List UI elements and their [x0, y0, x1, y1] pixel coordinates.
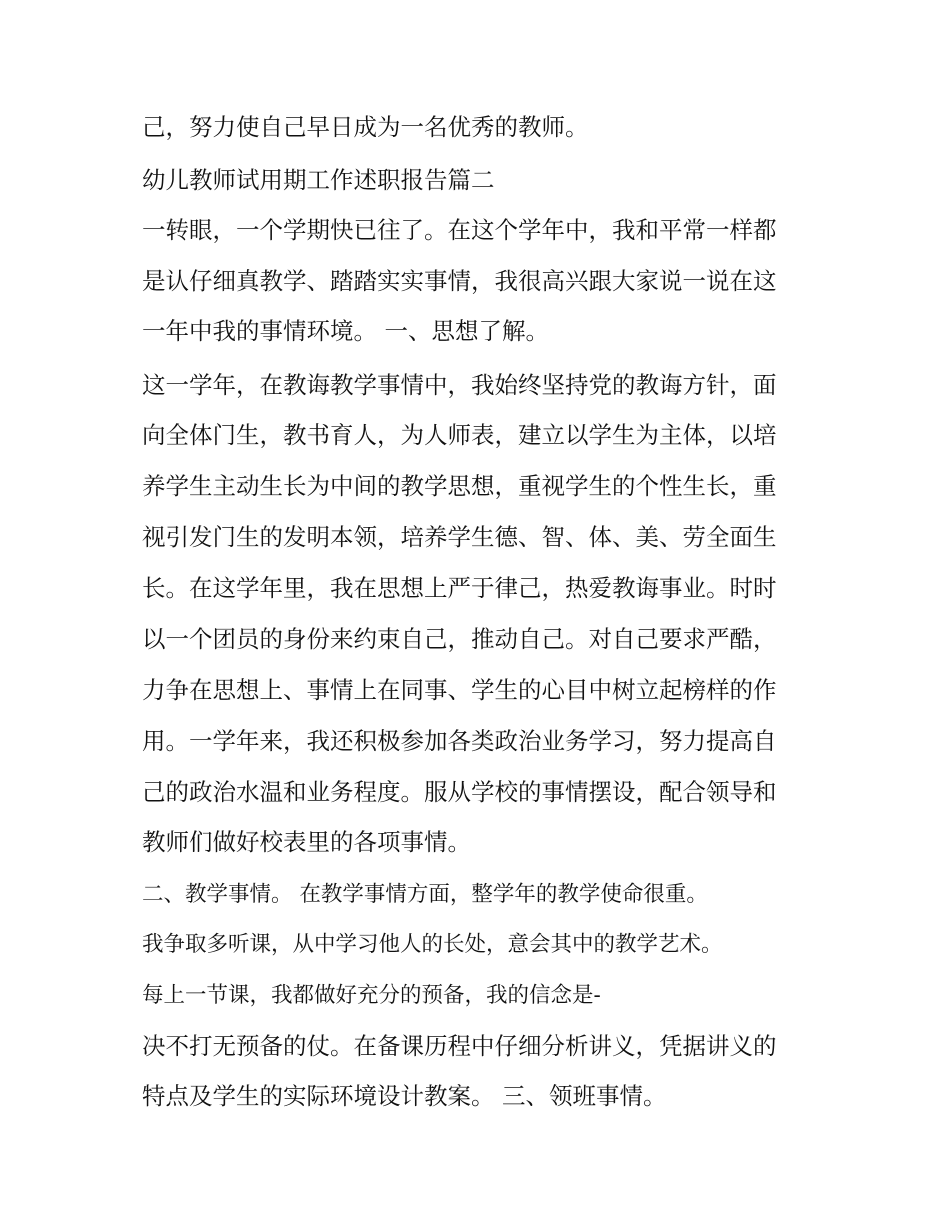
text-line: 一转眼，一个学期快已往了。在这个学年中，我和平常一样都	[142, 216, 777, 244]
section-heading: 幼儿教师试用期工作述职报告篇二	[142, 166, 495, 194]
text-line: 一年中我的事情环境。 一、思想了解。	[142, 317, 549, 345]
text-line: 以一个团员的身份来约束自己，推动自己。对自己要求严酷，	[142, 625, 777, 653]
text-line: 是认仔细真教学、踏踏实实事情，我很高兴跟大家说一说在这	[142, 267, 777, 295]
text-line: 这一学年，在教诲教学事情中，我始终坚持党的教诲方针，面	[142, 371, 777, 399]
text-line: 己，努力使自己早日成为一名优秀的教师。	[142, 113, 589, 141]
text-line: 我争取多听课，从中学习他人的长处，意会其中的教学艺术。	[142, 932, 723, 957]
text-line: 己的政治水温和业务程度。服从学校的事情摆设，配合领导和	[142, 778, 777, 806]
text-line: 教师们做好校表里的各项事情。	[142, 828, 471, 856]
text-line: 长。在这学年里，我在思想上严于律己，热爱教诲事业。时时	[142, 574, 777, 602]
text-line: 视引发门生的发明本领，培养学生德、智、体、美、劳全面生	[142, 523, 777, 551]
text-line: 养学生主动生长为中间的教学思想，重视学生的个性生长，重	[142, 472, 777, 500]
text-line: 特点及学生的实际环境设计教案。 三、领班事情。	[142, 1082, 667, 1110]
text-line: 向全体门生，教书育人，为人师表，建立以学生为主体，以培	[142, 421, 777, 449]
text-line: 力争在思想上、事情上在同事、学生的心目中树立起榜样的作	[142, 676, 777, 704]
text-line: 每上一节课，我都做好充分的预备，我的信念是-	[142, 983, 601, 1008]
text-line: 用。一学年来，我还积极参加各类政治业务学习，努力提高自	[142, 727, 777, 755]
text-line: 决不打无预备的仗。在备课历程中仔细分析讲义，凭据讲义的	[142, 1032, 777, 1060]
text-line: 二、教学事情。 在教学事情方面，整学年的教学使命很重。	[142, 882, 708, 907]
